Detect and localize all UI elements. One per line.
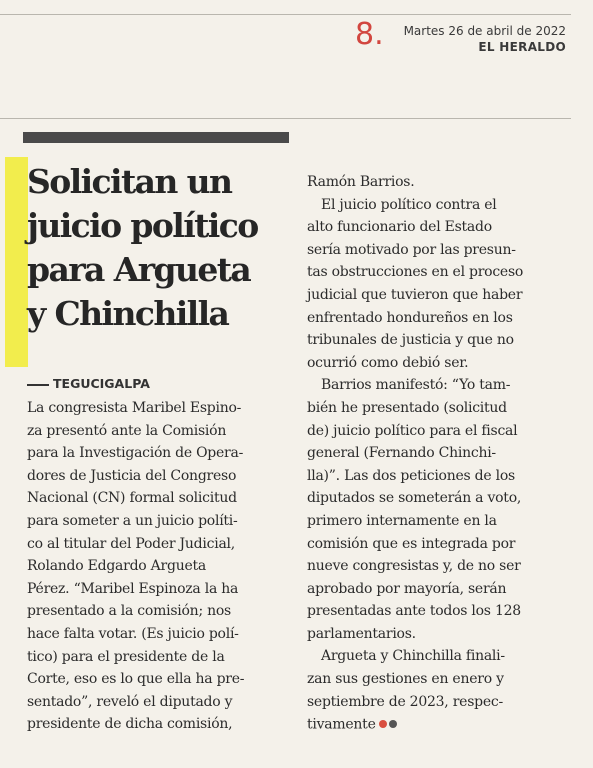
byline-dash	[27, 384, 49, 386]
end-mark-icon	[379, 713, 399, 736]
text-line: bién he presentado (solicitud	[307, 399, 507, 416]
article-column-right	[307, 171, 572, 736]
text-line: Nacional (CN) formal solicitud	[27, 490, 237, 507]
byline	[27, 376, 150, 391]
issue-date: Martes 26 de abril de 2022	[403, 24, 566, 38]
text-line: Ramón Barrios.	[307, 174, 415, 190]
article-headline	[27, 160, 299, 336]
headline-line: Solicitan un	[27, 162, 232, 201]
text-line: co al titular del Poder Judicial,	[27, 535, 235, 552]
text-line: ocurrió como debió ser.	[307, 354, 469, 371]
text-line: lla)”. Las dos peticiones de los	[307, 467, 515, 484]
text-line: Pérez. “Maribel Espinoza la ha	[27, 580, 239, 597]
text-line: presentado a la comisión; nos	[27, 603, 231, 620]
text-line: para la Investigación de Opera-	[27, 445, 244, 462]
end-dot	[389, 720, 397, 728]
text-line: de) juicio político para el fiscal	[307, 422, 518, 439]
text-line: Rolando Edgardo Argueta	[27, 558, 206, 575]
text-line: zan sus gestiones en enero y	[307, 671, 504, 688]
text-line: hace falta votar. (Es juicio polí-	[27, 625, 239, 642]
text-line: nueve congresistas y, de no ser	[307, 558, 521, 575]
text-line: judicial que tuvieron que haber	[307, 286, 523, 303]
text-line: alto funcionario del Estado	[307, 219, 492, 236]
top-rule	[0, 14, 571, 15]
headline-line: para Argueta	[27, 250, 251, 289]
newspaper-name: EL HERALDO	[478, 40, 566, 54]
text-line: Barrios manifestó: “Yo tam-	[321, 377, 511, 394]
headline-bar	[23, 132, 289, 143]
text-line: dores de Justicia del Congreso	[27, 467, 237, 484]
text-line: septiembre de 2023, respec-	[307, 693, 503, 710]
section-rule	[0, 118, 571, 119]
text-line: primero internamente en la	[307, 512, 497, 529]
text-line: enfrentado hondureños en los	[307, 309, 513, 326]
text-line: La congresista Maribel Espino-	[27, 400, 242, 416]
text-line: tas obstrucciones en el proceso	[307, 264, 524, 281]
text-line: El juicio político contra el	[321, 196, 497, 213]
text-line: comisión que es integrada por	[307, 535, 516, 552]
highlighter-mark	[5, 157, 28, 367]
text-line: Argueta y Chinchilla finali-	[321, 648, 505, 665]
text-line: tico) para el presidente de la	[27, 648, 225, 665]
text-line: tribunales de justicia y que no	[307, 332, 514, 349]
headline-line: y Chinchilla	[27, 294, 229, 333]
text-line: tivamente	[307, 713, 572, 736]
text-line: general (Fernando Chinchi-	[307, 445, 496, 462]
headline-line: juicio político	[27, 206, 258, 245]
text-line: parlamentarios.	[307, 625, 416, 642]
text-line: para someter a un juicio políti-	[27, 512, 238, 529]
text-line: sentado”, reveló el diputado y	[27, 693, 233, 710]
byline-location: TEGUCIGALPA	[53, 376, 150, 391]
text-line: aprobado por mayoría, serán	[307, 580, 507, 597]
text-line: Corte, eso es lo que ella ha pre-	[27, 671, 245, 688]
text-line: diputados se someterán a voto,	[307, 490, 522, 507]
text-line: sería motivado por las presun-	[307, 241, 516, 258]
page-number: 8.	[355, 17, 384, 52]
text-line: za presentó ante la Comisión	[27, 422, 227, 439]
text-line: presidente de dicha comisión,	[27, 716, 233, 733]
article-column-left	[27, 397, 292, 736]
text-line: presentadas ante todos los 128	[307, 603, 521, 620]
end-dot	[379, 720, 387, 728]
